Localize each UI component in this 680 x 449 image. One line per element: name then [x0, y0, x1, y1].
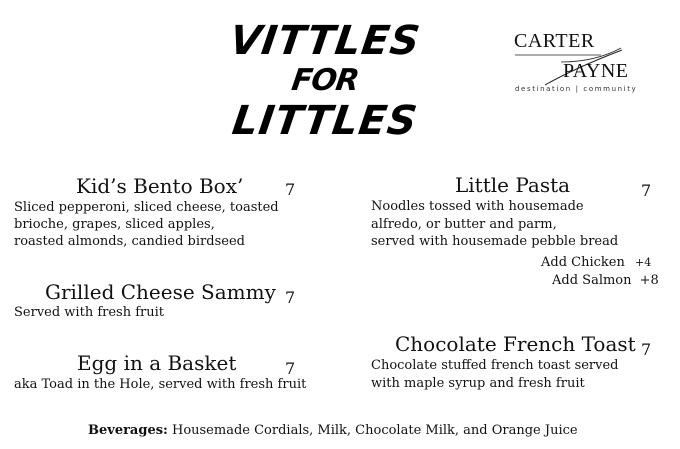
item-name: Kid’s Bento Box’ [76, 174, 244, 198]
logo-line-3: LITTLES [229, 98, 421, 144]
item-name: Grilled Cheese Sammy [45, 280, 276, 304]
logo-line-2: FOR [289, 63, 361, 98]
logo-line-1: VITTLES [226, 18, 424, 64]
item-desc-line: alfredo, or butter and parm, [371, 217, 557, 232]
beverages-label: Beverages: [88, 423, 168, 438]
item-price: 7 [285, 359, 296, 378]
item-price: 7 [285, 180, 296, 199]
logo-tagline: destination | community [515, 85, 638, 93]
item-name: Egg in a Basket [77, 351, 237, 375]
item-desc-line: brioche, grapes, sliced apples, [14, 217, 215, 232]
logo-carter: CARTER [514, 30, 595, 52]
item-desc-line: Sliced pepperoni, sliced cheese, toasted [14, 200, 279, 215]
item-desc-line: Chocolate stuffed french toast served [371, 358, 619, 373]
item-desc-line: Noodles tossed with housemade [371, 199, 584, 214]
item-name: Little Pasta [455, 173, 571, 197]
addon-label: Add Salmon [552, 273, 632, 288]
item-price: 7 [641, 181, 652, 200]
addon-price: +4 [635, 256, 652, 269]
item-desc-line: Served with fresh fruit [14, 305, 164, 320]
addon-price: +8 [639, 273, 659, 288]
item-desc-line: served with housemade pebble bread [371, 234, 619, 249]
item-desc-line: aka Toad in the Hole, served with fresh fruit [14, 377, 307, 392]
addon-salmon [552, 272, 659, 290]
item-desc-line: roasted almonds, candied birdseed [14, 234, 245, 249]
logo-payne: PAYNE [563, 60, 629, 82]
item-desc-line: with maple syrup and fresh fruit [371, 376, 585, 391]
addon-label: Add Chicken [541, 255, 625, 270]
addon-chicken [541, 254, 651, 272]
item-price: 7 [641, 340, 652, 359]
item-name: Chocolate French Toast [395, 332, 636, 356]
carter-payne-logo [505, 28, 645, 98]
item-price: 7 [285, 288, 296, 307]
beverages-text: Housemade Cordials, Milk, Chocolate Milk, and Orange Juice [167, 423, 578, 438]
beverages-line [88, 422, 578, 440]
vittles-for-littles-logo [226, 18, 424, 146]
